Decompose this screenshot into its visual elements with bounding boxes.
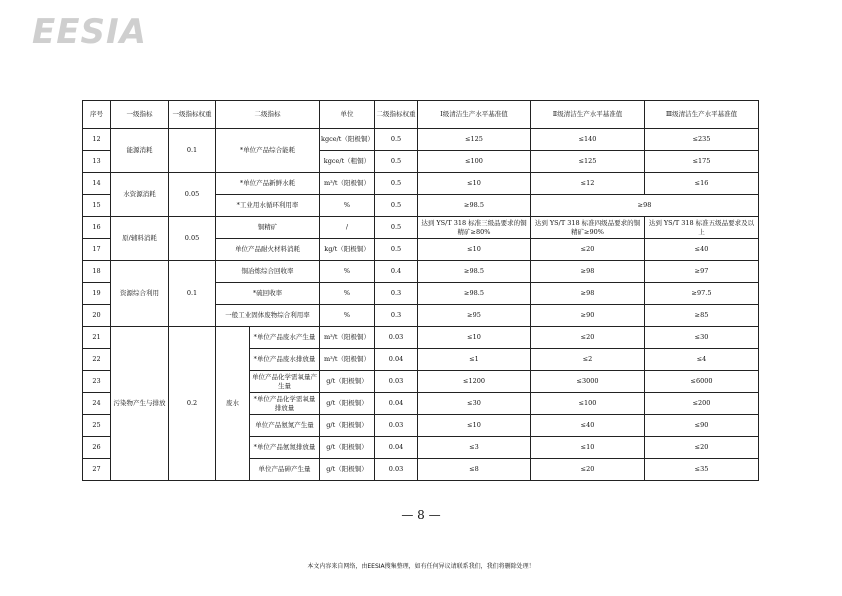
weight1-energy: 0.1 (169, 129, 216, 173)
grade3-cell: ≤4 (645, 349, 759, 371)
indicator-cell: 铜冶炼综合回收率 (216, 261, 320, 283)
seq-cell: 20 (83, 305, 111, 327)
unit-cell: g/t（阳极铜） (320, 459, 375, 481)
header-level2: 二级指标 (216, 101, 320, 129)
grade2-cell: ≤20 (531, 239, 645, 261)
grade2-cell: ≤10 (531, 437, 645, 459)
grade1-cell: ≤100 (418, 151, 531, 173)
header-weight1: 一级指标权重 (169, 101, 216, 129)
weight2-cell: 0.5 (375, 173, 418, 195)
grade3-cell: ≥85 (645, 305, 759, 327)
grade3-cell: ≥97.5 (645, 283, 759, 305)
weight1-pollutant: 0.2 (169, 327, 216, 481)
grade3-cell: ≤235 (645, 129, 759, 151)
unit-cell: g/t（阳极铜） (320, 415, 375, 437)
table-row (83, 129, 759, 151)
group-water: 水资源消耗 (111, 173, 169, 217)
grade1-cell: ≤10 (418, 415, 531, 437)
grade2-cell: 达到 YS/T 318 标准四级品要求的铜精矿≥90% (531, 217, 645, 239)
grade1-cell: 达到 YS/T 318 标准三级品要求的铜精矿≥80% (418, 217, 531, 239)
indicator-cell: 单位产品耐火材料消耗 (216, 239, 320, 261)
grade2-cell: ≤2 (531, 349, 645, 371)
grade1-cell: ≥95 (418, 305, 531, 327)
weight2-cell: 0.5 (375, 195, 418, 217)
grade2-cell: ≤20 (531, 327, 645, 349)
table-row (83, 217, 759, 239)
grade1-cell: ≥98.5 (418, 195, 531, 217)
grade1-cell: ≤1200 (418, 371, 531, 393)
unit-cell: g/t（阳极铜） (320, 371, 375, 393)
seq-cell: 25 (83, 415, 111, 437)
grade1-cell: ≤10 (418, 173, 531, 195)
seq-cell: 14 (83, 173, 111, 195)
page-number: — 8 — (401, 508, 441, 522)
indicator-cell: 单位产品氨氮产生量 (250, 415, 320, 437)
weight2-cell: 0.5 (375, 217, 418, 239)
table-row (83, 327, 759, 349)
grade3-cell: ≤6000 (645, 371, 759, 393)
weight2-cell: 0.5 (375, 151, 418, 173)
weight2-cell: 0.04 (375, 393, 418, 415)
indicator-cell: *硫回收率 (216, 283, 320, 305)
unit-cell: % (320, 261, 375, 283)
unit-cell: / (320, 217, 375, 239)
grade23-cell: ≥98 (531, 195, 759, 217)
header-seq: 序号 (83, 101, 111, 129)
weight2-cell: 0.5 (375, 129, 418, 151)
unit-cell: m³/t（阳极铜） (320, 173, 375, 195)
grade2-cell: ≤125 (531, 151, 645, 173)
unit-cell: % (320, 305, 375, 327)
grade1-cell: ≥98.5 (418, 261, 531, 283)
grade3-cell: ≤90 (645, 415, 759, 437)
group-pollutant: 污染物产生与排放 (111, 327, 169, 481)
grade1-cell: ≥98.5 (418, 283, 531, 305)
grade3-cell: ≤40 (645, 239, 759, 261)
group-resource: 资源综合利用 (111, 261, 169, 327)
indicator-cell: *单位产品综合能耗 (216, 129, 320, 173)
unit-cell: kgce/t（粗铜） (320, 151, 375, 173)
indicator-cell: *工业用水循环利用率 (216, 195, 320, 217)
footer-disclaimer: 本文内容来自网络，由EESIA搜集整理，如有任何异议请联系我们，我们将删除处理！ (307, 563, 535, 570)
grade2-cell: ≥90 (531, 305, 645, 327)
grade2-cell: ≤3000 (531, 371, 645, 393)
table-row (83, 261, 759, 283)
indicator-cell: *单位产品化学需氧量排放量 (250, 393, 320, 415)
grade2-cell: ≤40 (531, 415, 645, 437)
seq-cell: 12 (83, 129, 111, 151)
header-grade2: Ⅱ级清洁生产水平基准值 (531, 101, 645, 129)
weight2-cell: 0.3 (375, 305, 418, 327)
grade3-cell: 达到 YS/T 318 标准五级品要求及以上 (645, 217, 759, 239)
unit-cell: m³/t（阳极铜） (320, 327, 375, 349)
grade1-cell: ≤1 (418, 349, 531, 371)
grade2-cell: ≥98 (531, 261, 645, 283)
grade2-cell: ≤140 (531, 129, 645, 151)
grade1-cell: ≤125 (418, 129, 531, 151)
grade1-cell: ≤3 (418, 437, 531, 459)
weight2-cell: 0.03 (375, 459, 418, 481)
indicator-cell: *单位产品新鲜水耗 (216, 173, 320, 195)
grade1-cell: ≤8 (418, 459, 531, 481)
weight2-cell: 0.04 (375, 349, 418, 371)
eesia-logo: EESIA (32, 12, 147, 52)
seq-cell: 26 (83, 437, 111, 459)
unit-cell: % (320, 195, 375, 217)
grade3-cell: ≥97 (645, 261, 759, 283)
seq-cell: 19 (83, 283, 111, 305)
table-row (83, 173, 759, 195)
grade3-cell: ≤16 (645, 173, 759, 195)
weight2-cell: 0.03 (375, 415, 418, 437)
header-level1: 一级指标 (111, 101, 169, 129)
group-energy: 能源消耗 (111, 129, 169, 173)
unit-cell: m³/t（阳极铜） (320, 349, 375, 371)
indicator-cell: *单位产品氨氮排放量 (250, 437, 320, 459)
seq-cell: 24 (83, 393, 111, 415)
subgroup-wastewater: 废水 (216, 327, 250, 481)
group-material: 原/辅料消耗 (111, 217, 169, 261)
indicator-cell: 一般工业固体废物综合利用率 (216, 305, 320, 327)
grade1-cell: ≤10 (418, 239, 531, 261)
clean-production-indicator-table (82, 100, 759, 481)
grade2-cell: ≤12 (531, 173, 645, 195)
indicator-cell: *单位产品废水排放量 (250, 349, 320, 371)
grade2-cell: ≤20 (531, 459, 645, 481)
grade3-cell: ≤30 (645, 327, 759, 349)
grade3-cell: ≤35 (645, 459, 759, 481)
weight2-cell: 0.5 (375, 239, 418, 261)
seq-cell: 23 (83, 371, 111, 393)
seq-cell: 21 (83, 327, 111, 349)
weight2-cell: 0.4 (375, 261, 418, 283)
unit-cell: % (320, 283, 375, 305)
header-weight2: 二级指标权重 (375, 101, 418, 129)
seq-cell: 16 (83, 217, 111, 239)
header-unit: 单位 (320, 101, 375, 129)
seq-cell: 27 (83, 459, 111, 481)
weight2-cell: 0.03 (375, 371, 418, 393)
weight2-cell: 0.04 (375, 437, 418, 459)
table-header-row (83, 101, 759, 129)
seq-cell: 18 (83, 261, 111, 283)
indicator-cell: 铜精矿 (216, 217, 320, 239)
grade3-cell: ≤175 (645, 151, 759, 173)
grade2-cell: ≤100 (531, 393, 645, 415)
weight1-water: 0.05 (169, 173, 216, 217)
indicator-cell: 单位产品砷产生量 (250, 459, 320, 481)
header-grade3: Ⅲ级清洁生产水平基准值 (645, 101, 759, 129)
unit-cell: g/t（阳极铜） (320, 437, 375, 459)
seq-cell: 22 (83, 349, 111, 371)
grade3-cell: ≤20 (645, 437, 759, 459)
header-grade1: Ⅰ级清洁生产水平基准值 (418, 101, 531, 129)
seq-cell: 17 (83, 239, 111, 261)
grade1-cell: ≤30 (418, 393, 531, 415)
seq-cell: 13 (83, 151, 111, 173)
weight1-resource: 0.1 (169, 261, 216, 327)
grade2-cell: ≥98 (531, 283, 645, 305)
grade3-cell: ≤200 (645, 393, 759, 415)
unit-cell: kgce/t（阳极铜） (320, 129, 375, 151)
seq-cell: 15 (83, 195, 111, 217)
weight2-cell: 0.03 (375, 327, 418, 349)
unit-cell: g/t（阳极铜） (320, 393, 375, 415)
indicator-cell: *单位产品废水产生量 (250, 327, 320, 349)
grade1-cell: ≤10 (418, 327, 531, 349)
unit-cell: kg/t（阳极铜） (320, 239, 375, 261)
indicator-cell: 单位产品化学需氧量产生量 (250, 371, 320, 393)
weight1-material: 0.05 (169, 217, 216, 261)
weight2-cell: 0.3 (375, 283, 418, 305)
